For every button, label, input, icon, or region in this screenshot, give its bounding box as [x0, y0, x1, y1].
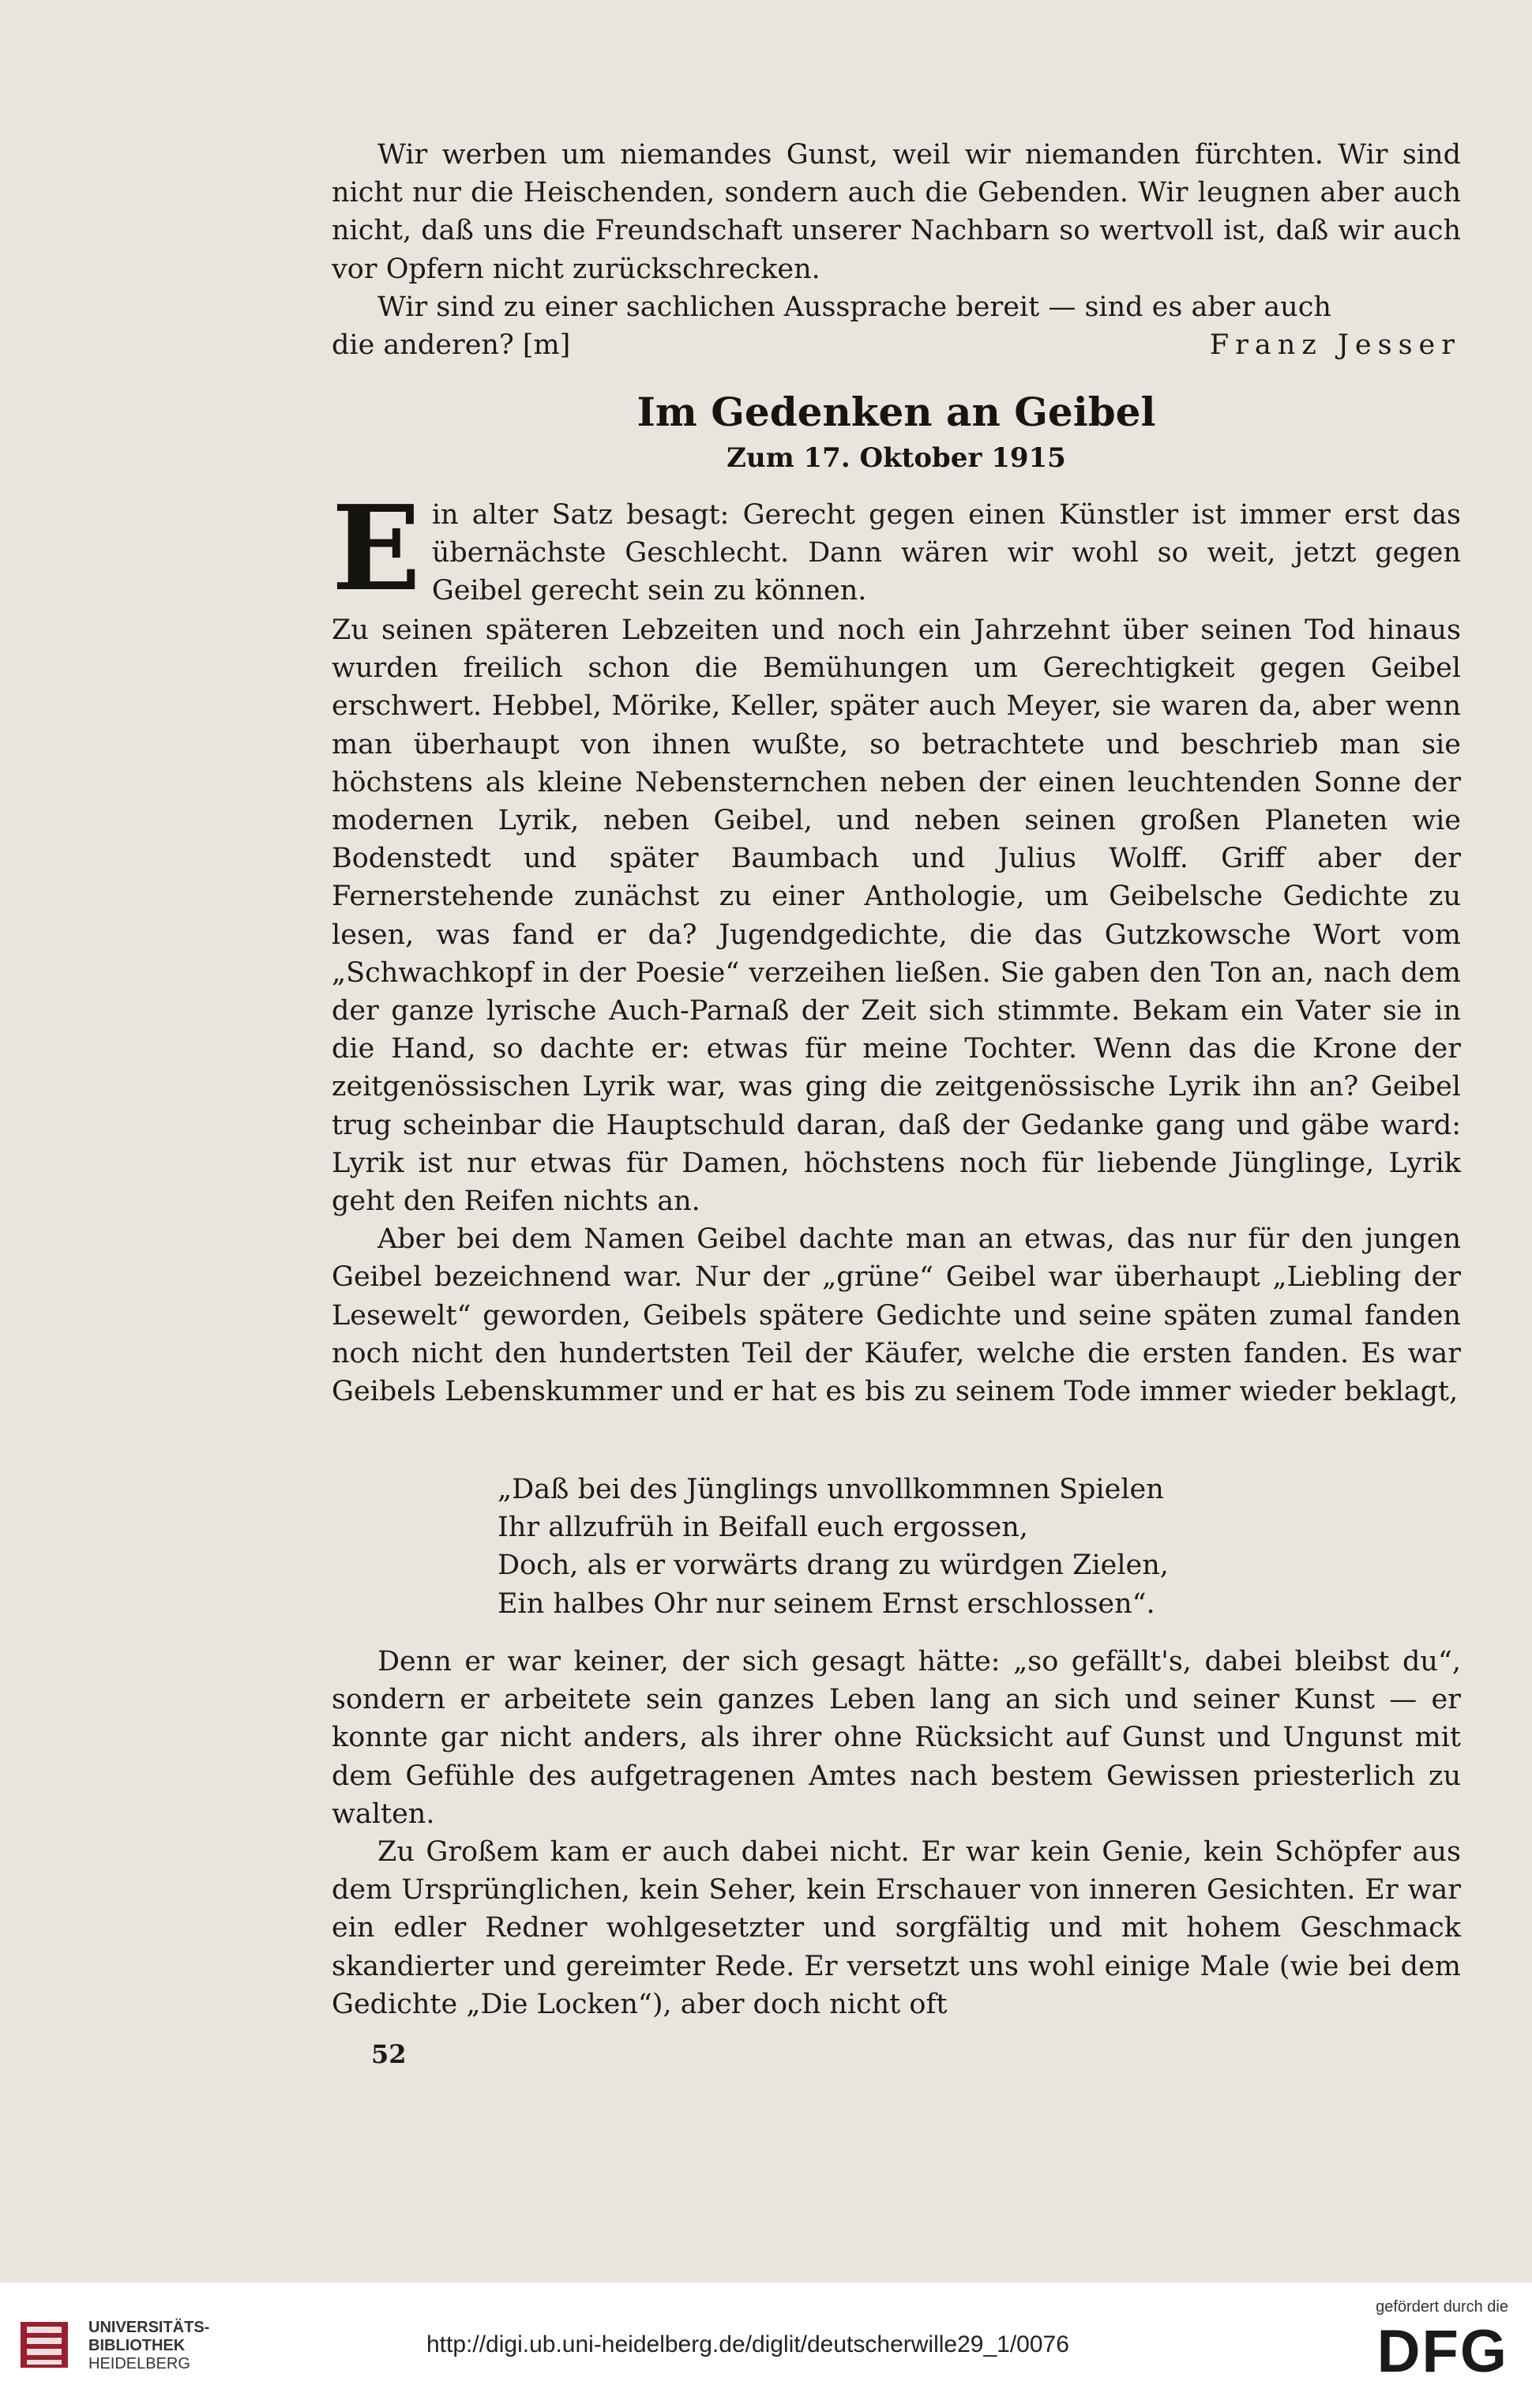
library-name: UNIVERSITÄTS- BIBLIOTHEK HEIDELBERG	[88, 2319, 210, 2372]
poem-line: „Daß bei des Jünglings unvollkommnen Spielen	[498, 1474, 1164, 1505]
previous-article-ending	[332, 136, 1461, 364]
drop-cap: E	[332, 479, 421, 617]
document-url-link[interactable]: http://digi.ub.uni-heidelberg.de/diglit/deutscherwille29_1/0076	[426, 2331, 1069, 2357]
poem-line: Ein halbes Ohr nur seinem Ernst erschlossen“.	[498, 1587, 1155, 1620]
dfg-logo: DFG	[1376, 2318, 1508, 2385]
article-intro	[332, 479, 1461, 617]
university-seal-icon	[16, 2319, 79, 2374]
article-body-1	[332, 611, 1461, 1411]
paragraph: Aber bei dem Namen Geibel dachte man an etwas, das nur für den jungen Geibel bezeichnend war. Nur der „grüne“ Geibel war überhaupt „Liebling der Lesewelt“ geworden, Geibels spätere Gedichte und seine späten zumal fanden noch nicht den hundertsten Teil der Käufer, welche die ersten fanden. Es war Geibels Lebenskummer und er hat es bis zu seinem Tode immer wieder beklagt,	[332, 1223, 1461, 1408]
paragraph: Wir werben um niemandes Gunst, weil wir niemanden fürchten. Wir sind nicht nur die Heischenden, sondern auch die Gebenden. Wir leugnen aber auch nicht, daß uns die Freundschaft unserer Nachbarn so wertvoll ist, daß wir auch vor Opfern nicht zurückschrecken.	[332, 139, 1461, 285]
author-signature: Franz Jesser	[1209, 329, 1461, 362]
article-title: Im Gedenken an Geibel	[636, 389, 1156, 435]
page-number: 52	[371, 2039, 407, 2069]
intro-paragraph: in alter Satz besagt: Gerecht gegen einen Künstler ist immer erst das übernächste Geschlecht. Dann wären wir wohl so weit, jetzt gegen Geibel gerecht sein zu können.	[431, 499, 1461, 607]
signature-line	[332, 326, 1461, 364]
paragraph: Zu seinen späteren Lebzeiten und noch ein Jahrzehnt über seinen Tod hinaus wurden freilich schon die Bemühungen um Gerechtigkeit gegen Geibel erschwert. Hebbel, Mörike, Keller, später auch Meyer, sie waren da, aber wenn man überhaupt von ihnen wußte, so betrachtete und beschrieb man sie höchstens als kleine Nebensternchen neben der einen leuchtenden Sonne der modernen Lyrik, neben Geibel, und neben seinen großen Planeten wie Bodenstedt und später Baumbach und Julius Wolff. Griff aber der Fernerstehende zunächst zu einer Anthologie, um Geibelsche Gedichte zu lesen, was fand er da? Jugendgedichte, die das Gutzkowsche Wort vom „Schwachkopf in der Poesie“ verzeihen ließen. Sie gaben den Ton an, nach dem der ganze lyrische Auch-Parnaß der Zeit sich stimmte. Bekam ein Vater sie in die Hand, so dachte er: etwas für meine Tochter. Wenn das die Krone der zeitgenössischen Lyrik war, was ging die zeitgenössische Lyrik ihn an? Geibel trug scheinbar die Hauptschuld daran, daß der Gedanke gang und gäbe ward: Lyrik ist nur etwas für Damen, höchstens noch für liebende Jünglinge, Lyrik geht den Reifen nichts an.	[332, 614, 1461, 1218]
paragraph: Zu Großem kam er auch dabei nicht. Er war kein Genie, kein Schöpfer aus dem Ursprünglichen, kein Seher, kein Erschauer von inneren Gesichten. Er war ein edler Redner wohlgesetzter und sorgfältig und mit hohem Geschmack skandierter und gereimter Rede. Er versetzt uns wohl einige Male (wie bei dem Gedichte „Die Locken“), aber doch nicht oft	[332, 1836, 1461, 2020]
paragraph-end: die anderen? [m]	[332, 329, 571, 362]
funding-notice	[1376, 2298, 1508, 2387]
poem-line: Doch, als er vorwärts drang zu würdgen Zielen,	[498, 1550, 1169, 1582]
funded-by-text: gefördert durch die	[1376, 2298, 1508, 2316]
poem-line: Ihr allzufrüh in Beifall euch ergossen,	[498, 1512, 1028, 1544]
article-body-2	[332, 1643, 1461, 2023]
paragraph: Denn er war keiner, der sich gesagt hätte: „so gefällt's, dabei bleibst du“, sondern er arbeitete sein ganzes Leben lang an sich und seiner Kunst — er konnte gar nicht anders, als ihrer ohne Rücksicht auf Gunst und Ungunst mit dem Gefühle des aufgetragenen Amtes nach bestem Gewissen priesterlich zu walten.	[332, 1646, 1461, 1830]
article-subtitle: Zum 17. Oktober 1915	[727, 442, 1066, 474]
viewer-footer	[0, 2282, 1532, 2408]
quoted-poem	[498, 1471, 1169, 1623]
paragraph: Wir sind zu einer sachlichen Aussprache bereit — sind es aber auch	[377, 291, 1331, 323]
